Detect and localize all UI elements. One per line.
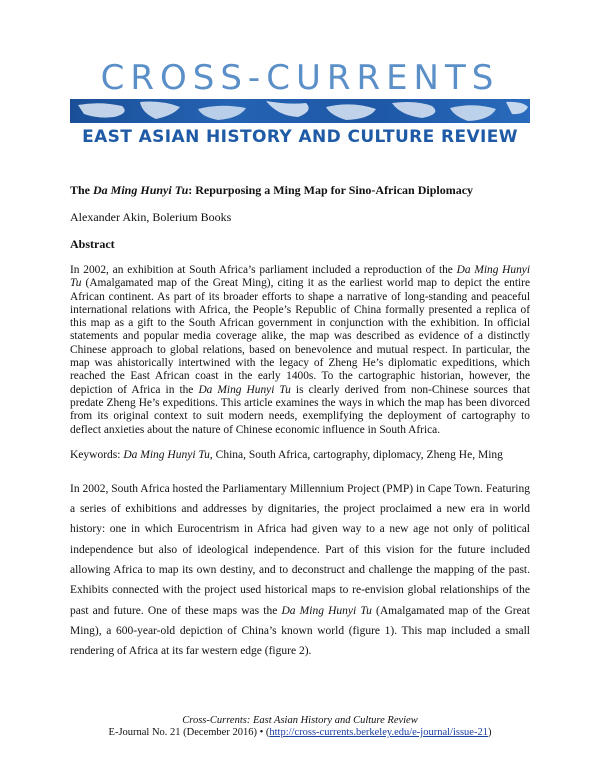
abstract-heading: Abstract: [70, 237, 115, 251]
footer-journal-name: Cross-Currents: East Asian History and Culture Review: [182, 715, 418, 726]
keywords: Keywords: Da Ming Hunyi Tu, China, South Africa, cartography, diplomacy, Zheng He, Ming: [70, 448, 503, 461]
issue-link[interactable]: http://cross-currents.berkeley.edu/e-journal/issue-21: [269, 727, 488, 738]
article-content: [70, 183, 530, 662]
abstract-text: In 2002, an exhibition at South Africa’s parliament included a reproduction of the Da Ming Hunyi Tu (Amalgamated map of the Great Ming), citing it as the earliest world map to depict the entire African continent. As part of its broader efforts to shape a narrative of long-standing and peaceful international relations with Africa, the People’s Republic of China formally presented a replica of this map as a gift to the South African government in conjunction with the exhibition. In official statements and popular media coverage alike, the map was described as evidence of a distinctly Chinese approach to global relations, based on benevolence and mutual respect. In particular, the map was ahistorically intertwined with the legacy of Zheng He’s diplomatic expeditions, which reached the East African coast in the early 1400s. To the cartographic historian, however, the depiction of Africa in the Da Ming Hunyi Tu is clearly derived from non-Chinese sources that predate Zheng He’s expeditions. This article examines the ways in which the map has been divorced from its original context to suit modern needs, exemplifying the deployment of cartography to deflect anxieties about the nature of Chinese economic influence in South Africa.: [70, 264, 531, 436]
article-title: The Da Ming Hunyi Tu: Repurposing a Ming Map for Sino-African Diplomacy: [70, 183, 474, 197]
page-footer: [70, 715, 530, 739]
footer-issue-line: E-Journal No. 21 (December 2016) • (http://cross-currents.berkeley.edu/e-journal/issue-21): [108, 727, 492, 738]
journal-subtitle: EAST ASIAN HISTORY AND CULTURE REVIEW: [82, 127, 518, 147]
journal-masthead: [70, 58, 530, 149]
world-map-icon: [70, 99, 530, 123]
article-author: Alexander Akin, Bolerium Books: [70, 210, 232, 224]
journal-title: CROSS-CURRENTS: [100, 58, 500, 98]
world-map-banner: [70, 99, 530, 123]
body-paragraph: In 2002, South Africa hosted the Parliamentary Millennium Project (PMP) in Cape Town. Featuring a series of exhibitions and addresses by dignitaries, the project proclaimed a new era in world history: one in which Eurocentrism in Africa had given way to a new age not only of political independence but also of ideological independence. Part of this vision for the future included allowing Africa to map its own destiny, and to deconstruct and challenge the mapping of the past. Exhibits connected with the project used historical maps to re-envision global relationships of the past and future. One of these maps was the Da Ming Hunyi Tu (Amalgamated map of the Great Ming), a 600-year-old depiction of China’s known world (figure 1). This map included a small rendering of Africa at its far western edge (figure 2).: [70, 482, 530, 658]
